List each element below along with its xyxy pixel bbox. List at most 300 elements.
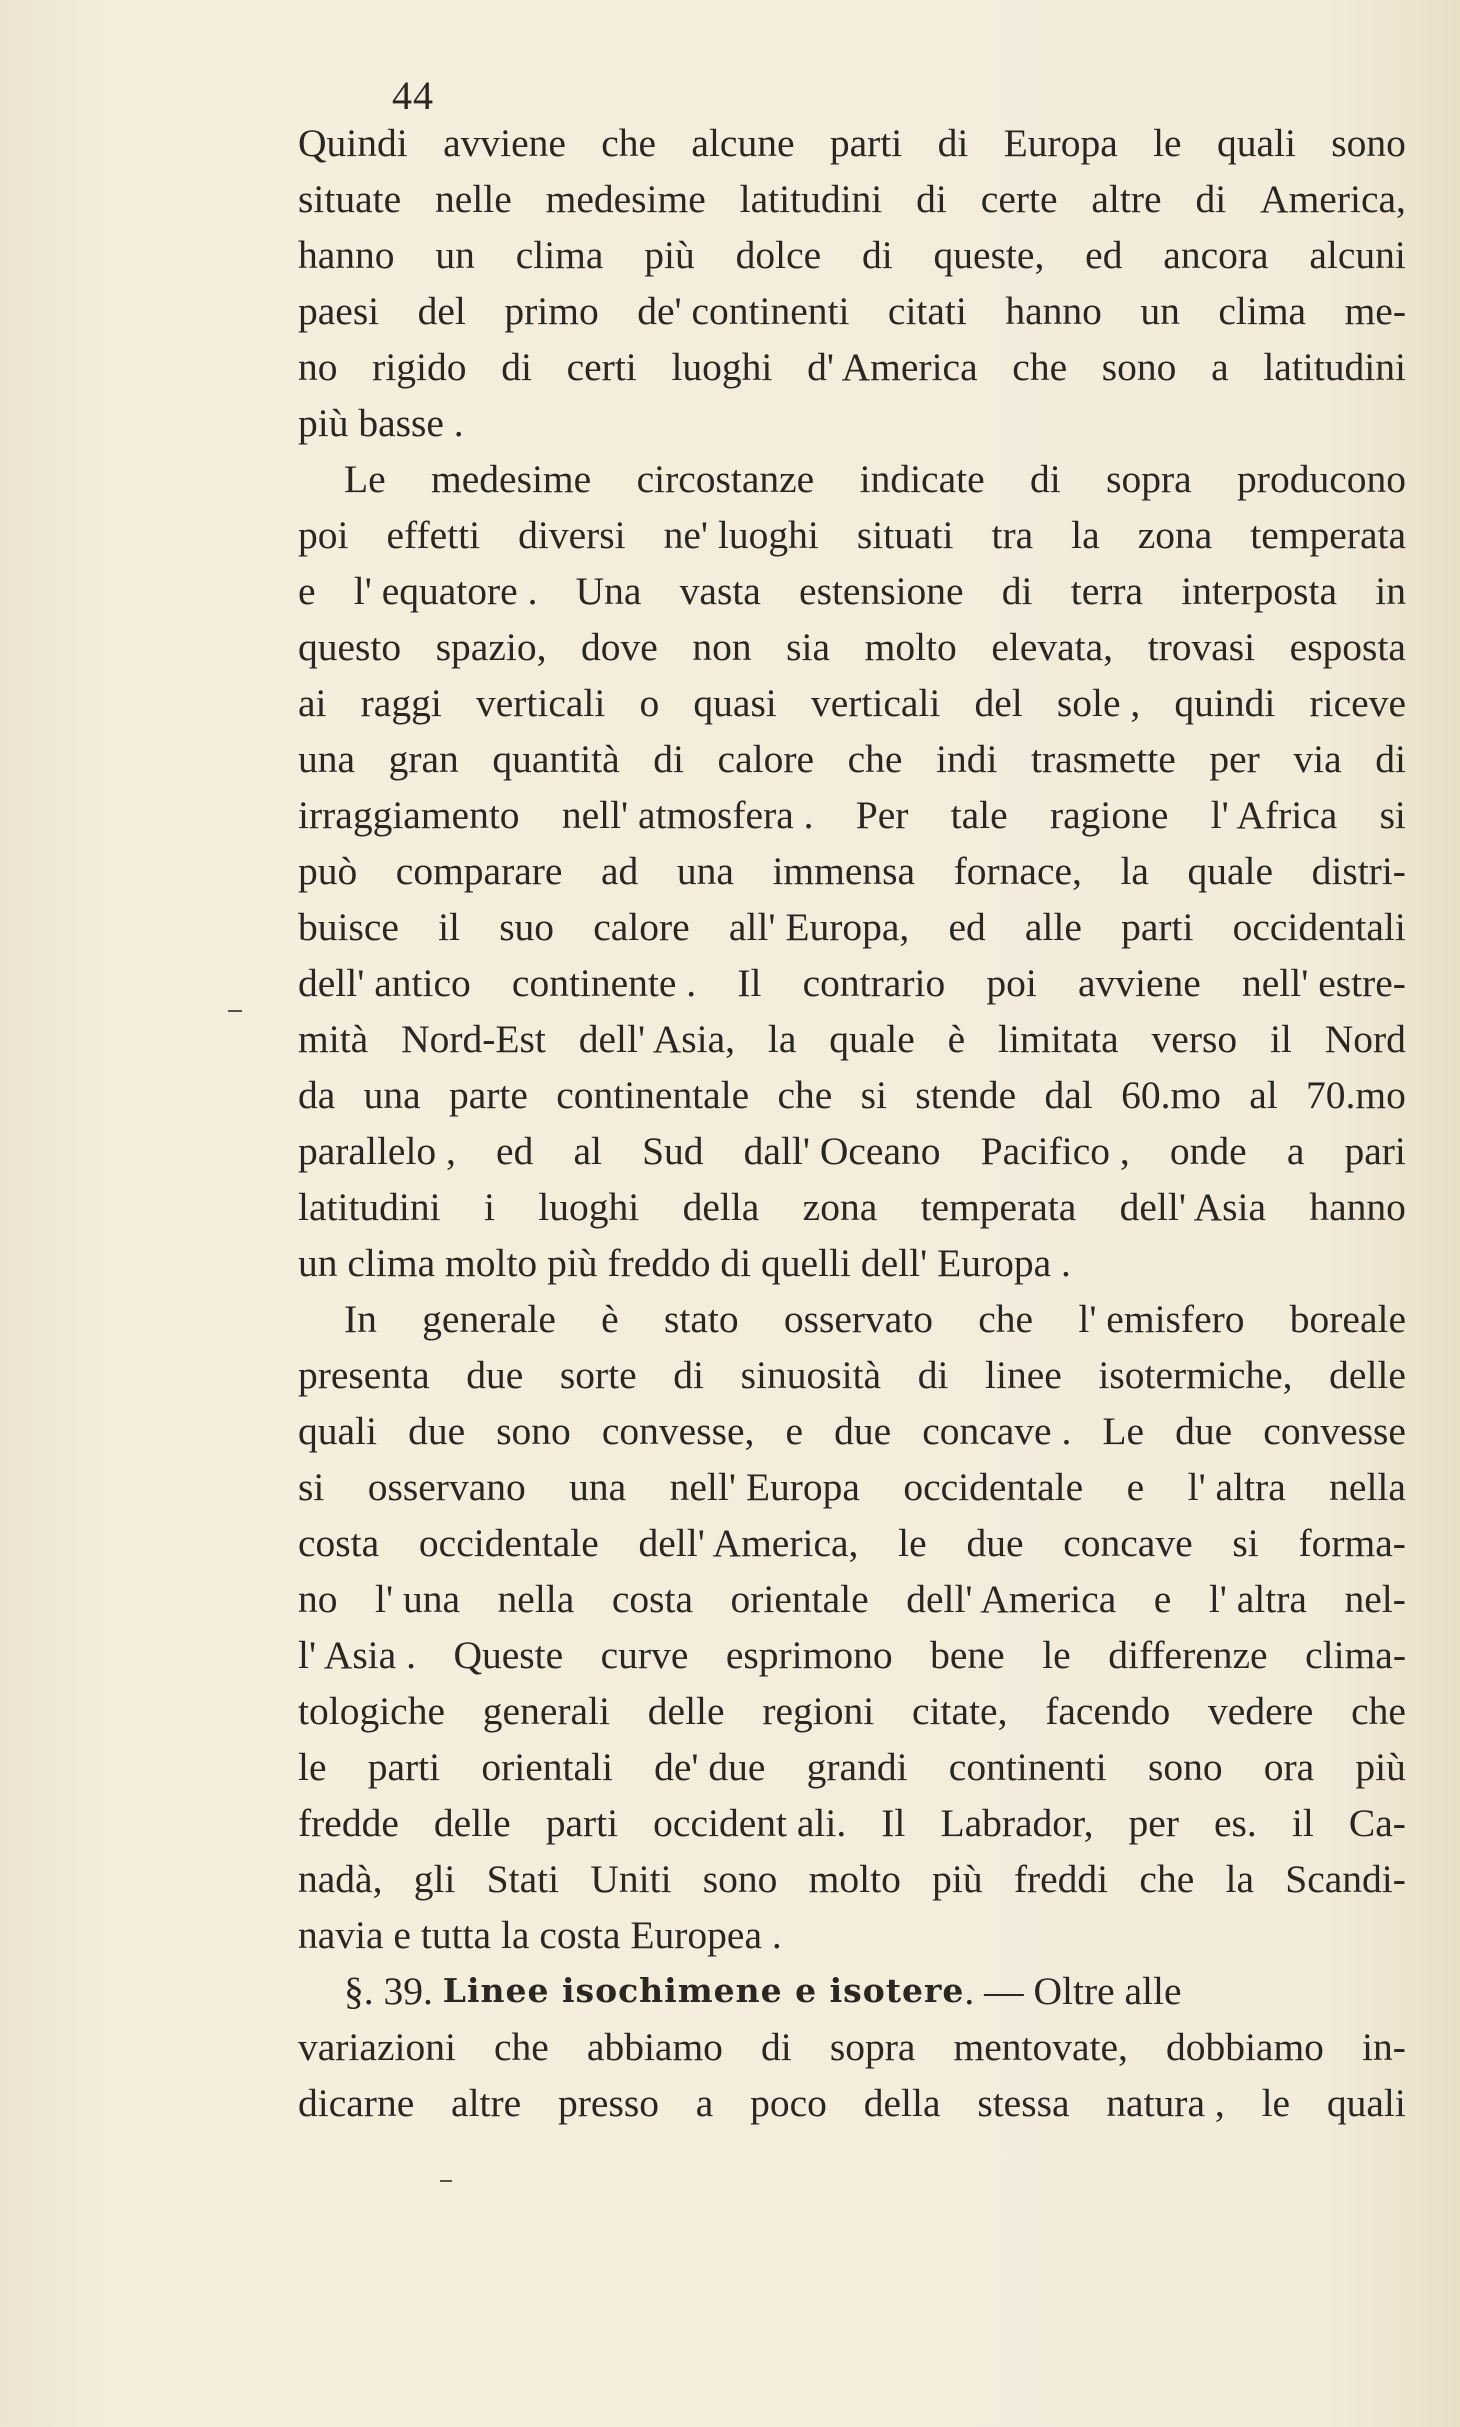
text-word: sia (786, 625, 831, 669)
text-word: di (501, 345, 532, 389)
text-line (298, 507, 1406, 563)
text-word: medesime (545, 177, 706, 221)
text-word: in- (1362, 2025, 1406, 2069)
text-word: stessa (977, 2081, 1070, 2125)
text-word: di (653, 737, 684, 781)
text-line (298, 1739, 1406, 1795)
text-word: dell' antico (298, 961, 471, 1005)
text-word: continentale (556, 1073, 750, 1117)
text-word: curve (600, 1633, 689, 1677)
text-word: una (676, 849, 734, 893)
text-word: sopra (829, 2025, 916, 2069)
text-word: la (1225, 1857, 1255, 1901)
text-word: nell' Europa (669, 1465, 860, 1509)
text-line (298, 787, 1406, 843)
text-word: in (1375, 569, 1406, 613)
text-word: che (978, 1297, 1034, 1341)
text-word: mità (298, 1017, 369, 1061)
text-line (298, 619, 1406, 675)
text-word: Scandi- (1285, 1857, 1406, 1901)
text-word: poco (750, 2081, 827, 2125)
text-line (298, 451, 1406, 507)
text-word: linee (985, 1353, 1062, 1397)
text-line (298, 1011, 1406, 1067)
text-word: nel- (1344, 1577, 1406, 1621)
text-word: sono (1147, 1745, 1223, 1789)
text-word: Stati (486, 1857, 560, 1901)
text-segment: §. 39. (344, 1969, 443, 2013)
text-word: America, (1260, 177, 1406, 221)
text-word: luoghi (671, 345, 773, 389)
text-line (298, 1571, 1406, 1627)
text-word: si (860, 1073, 887, 1117)
text-word: costa (298, 1521, 380, 1565)
text-word: e (785, 1409, 803, 1453)
text-word: gran (388, 737, 459, 781)
text-word: Europea . (630, 1913, 782, 1957)
text-word: che (1012, 345, 1068, 389)
text-word: spazio, (435, 625, 547, 669)
text-word: clima (347, 1241, 436, 1285)
text-line (298, 115, 1406, 171)
text-word: terra (1070, 569, 1144, 613)
text-word: parti (545, 1801, 619, 1845)
text-word: convesse (1263, 1409, 1406, 1453)
text-word: hanno (1309, 1185, 1406, 1229)
text-word: orientale (730, 1577, 869, 1621)
text-word: sono (1101, 345, 1177, 389)
text-word: ed (496, 1129, 534, 1173)
text-line (298, 1403, 1406, 1459)
text-word: irraggiamento (298, 793, 520, 837)
text-word: delle (433, 1801, 511, 1845)
text-word: non (692, 625, 752, 669)
text-word: sono (1331, 121, 1406, 165)
text-word: Queste (453, 1633, 564, 1677)
text-word: bene (930, 1633, 1005, 1677)
text-word: è (601, 1297, 619, 1341)
text-word: sinuosità (740, 1353, 882, 1397)
text-word: per (1128, 1801, 1179, 1845)
text-word: Il (881, 1801, 906, 1845)
text-word: temperata (1250, 513, 1406, 557)
text-word: quelli (761, 1241, 851, 1285)
text-word: ai (298, 681, 327, 725)
text-word: di (861, 233, 893, 277)
margin-mark (228, 1010, 242, 1012)
text-word: concave . (922, 1409, 1072, 1453)
text-word: convesse, (601, 1409, 755, 1453)
text-word: nell' estre- (1242, 961, 1406, 1005)
text-word: l' altra (1187, 1465, 1286, 1509)
text-word: due (466, 1353, 524, 1397)
text-word: riceve (1309, 681, 1406, 725)
text-word: l' Africa (1210, 793, 1338, 837)
text-line (298, 283, 1406, 339)
text-word: dove (581, 625, 658, 669)
text-word: si (1232, 1521, 1259, 1565)
text-word: quantità (492, 737, 620, 781)
text-word: questo (298, 625, 402, 669)
text-line (298, 395, 1406, 451)
text-word: trovasi (1147, 625, 1256, 669)
text-word: raggi (360, 681, 442, 725)
text-word: temperata (920, 1185, 1077, 1229)
text-word: che (601, 121, 657, 165)
text-word: isotermiche, (1098, 1353, 1293, 1397)
text-word: a (695, 2081, 714, 2125)
text-word: hanno (1005, 289, 1102, 333)
text-word: diversi (518, 513, 626, 557)
text-word: poi (986, 961, 1037, 1005)
text-word: fredde (298, 1801, 399, 1845)
text-word: ed (948, 905, 986, 949)
text-word: situate (298, 177, 402, 221)
text-word: parte (448, 1073, 528, 1117)
text-line (298, 1851, 1406, 1907)
text-word: che (1139, 1857, 1195, 1901)
text-word: più (932, 1857, 983, 1901)
text-word: sono (496, 1409, 571, 1453)
text-word: Il (737, 961, 762, 1005)
text-word: del (417, 289, 466, 333)
text-word: l' una (375, 1577, 461, 1621)
text-line (298, 731, 1406, 787)
text-word: onde (1169, 1129, 1247, 1173)
text-word: le (1042, 1633, 1071, 1677)
text-word: generali (482, 1689, 610, 1733)
text-word: la (1120, 849, 1149, 893)
text-word: immensa (772, 849, 916, 893)
text-word: di (1375, 737, 1406, 781)
text-word: alle (1024, 905, 1082, 949)
text-word: la (767, 1017, 797, 1061)
text-word: più (644, 233, 695, 277)
text-word: di (1030, 457, 1061, 501)
text-word: quindi (1174, 681, 1276, 725)
text-word: parti (367, 1745, 441, 1789)
page-number: 44 (392, 73, 434, 118)
text-word: estensione (799, 569, 964, 613)
text-word: variazioni (298, 2025, 456, 2069)
text-word: 60.mo (1121, 1073, 1221, 1117)
text-word: calore (717, 737, 815, 781)
text-word: quale (1187, 849, 1274, 893)
text-word: avviene (443, 121, 566, 165)
text-word: ragione (1049, 793, 1169, 837)
text-word: parti (829, 121, 903, 165)
text-word: clima- (1305, 1633, 1406, 1677)
text-word: le (1261, 2081, 1291, 2125)
text-word: paesi (298, 289, 380, 333)
text-word: occidentale (903, 1465, 1084, 1509)
text-word: Nord-Est (401, 1017, 546, 1061)
text-word: molto (445, 1241, 538, 1285)
text-word: occidentali (1232, 905, 1406, 949)
text-word: suo (499, 905, 555, 949)
text-word: comparare (395, 849, 563, 893)
text-word: queste, (933, 233, 1045, 277)
text-word: Quindi (298, 121, 408, 165)
text-word: l' Asia . (298, 1633, 416, 1677)
text-word: quasi (693, 681, 777, 725)
text-word: del (974, 681, 1023, 725)
text-word: In (344, 1297, 377, 1341)
text-word: due (966, 1521, 1024, 1565)
text-word: e (393, 1913, 411, 1957)
text-line (298, 1515, 1406, 1571)
text-word: stato (663, 1297, 739, 1341)
text-word: certi (566, 345, 637, 389)
text-word: si (298, 1465, 325, 1509)
text-word: clima (1218, 289, 1307, 333)
text-word: dal (1044, 1073, 1093, 1117)
text-word: della (682, 1185, 760, 1229)
text-word: il (1269, 1017, 1292, 1061)
text-word: dell' America (906, 1577, 1117, 1621)
text-word: vasta (679, 569, 761, 613)
text-word: sole , (1056, 681, 1141, 725)
text-word: distri- (1311, 849, 1406, 893)
text-segment: . — Oltre alle (964, 1969, 1182, 2013)
text-word: più (1355, 1745, 1406, 1789)
text-word: esposta (1289, 625, 1406, 669)
text-word: continenti (948, 1745, 1107, 1789)
text-word: poi (298, 513, 349, 557)
text-line (298, 563, 1406, 619)
text-word: di (761, 2025, 792, 2069)
text-word: che (847, 737, 903, 781)
text-word: zona (802, 1185, 878, 1229)
text-word: zona (1137, 513, 1213, 557)
text-word: dell' America, (638, 1521, 859, 1565)
text-word: può (298, 849, 358, 893)
text-word: il (438, 905, 461, 949)
text-word: delle (1329, 1353, 1406, 1397)
text-word: facendo (1045, 1689, 1171, 1733)
text-line (298, 1067, 1406, 1123)
text-word: nella (1329, 1465, 1406, 1509)
text-word: a (1286, 1129, 1305, 1173)
text-word: e (298, 569, 316, 613)
text-word: di (720, 1241, 752, 1285)
text-word: quali (1326, 2081, 1406, 2125)
text-word: l' emisfero (1078, 1297, 1245, 1341)
text-word: presenta (298, 1353, 430, 1397)
text-word: le (898, 1521, 927, 1565)
text-line (298, 2019, 1406, 2075)
text-word: abbiamo (586, 2025, 723, 2069)
text-word: di (1001, 569, 1033, 613)
text-word: che (1351, 1689, 1406, 1733)
text-word: l' equatore . (353, 569, 538, 613)
text-line (298, 1123, 1406, 1179)
text-line (298, 1907, 1406, 1963)
text-word: di (673, 1353, 705, 1397)
text-word: i (483, 1185, 495, 1229)
text-word: esprimono (725, 1633, 893, 1677)
text-word: ne' luoghi (663, 513, 819, 557)
text-line (298, 899, 1406, 955)
text-word: hanno (298, 233, 395, 277)
text-word: fornace, (953, 849, 1082, 893)
text-word: costa (611, 1577, 693, 1621)
body-text (298, 115, 1406, 2131)
text-word: Ca- (1348, 1801, 1406, 1845)
text-word: limitata (998, 1017, 1119, 1061)
text-word: della (863, 2081, 941, 2125)
text-word: Europa (1003, 121, 1118, 165)
text-word: elevata, (991, 625, 1114, 669)
text-word: freddo (607, 1241, 711, 1285)
text-word: generale (422, 1297, 556, 1341)
text-line (298, 1347, 1406, 1403)
text-word: più basse . (298, 401, 464, 445)
text-word: verticali (475, 681, 606, 725)
text-line (298, 2075, 1406, 2131)
text-word: boreale (1289, 1297, 1406, 1341)
text-word: più (547, 1241, 598, 1285)
text-word: che (777, 1073, 833, 1117)
text-word: presso (558, 2081, 659, 2125)
text-word: regioni (762, 1689, 875, 1733)
text-word: di (937, 121, 969, 165)
text-line (298, 339, 1406, 395)
text-word: al (573, 1129, 602, 1173)
text-word: de' continenti (637, 289, 850, 333)
text-word: tale (950, 793, 1008, 837)
text-word: all' Europa, (728, 905, 910, 949)
text-word: due (834, 1409, 892, 1453)
text-word: freddi (1013, 1857, 1109, 1901)
text-word: Una (575, 569, 642, 613)
text-word: di (1195, 177, 1227, 221)
text-word: altre (1091, 177, 1162, 221)
text-word: sorte (559, 1353, 637, 1397)
text-word: Labrador, (940, 1801, 1094, 1845)
text-word: alcune (691, 121, 795, 165)
text-word: navia (298, 1913, 384, 1957)
text-word: interposta (1181, 569, 1338, 613)
text-word: verticali (810, 681, 941, 725)
text-word: nadà, (298, 1857, 383, 1901)
text-word: un (1140, 289, 1180, 333)
text-line (298, 1459, 1406, 1515)
text-word: la (1071, 513, 1100, 557)
text-word: vedere (1208, 1689, 1314, 1733)
text-word: quale (829, 1017, 915, 1061)
text-line (298, 1683, 1406, 1739)
text-word: dall' Oceano (743, 1129, 941, 1173)
text-word: ed (1085, 233, 1123, 277)
text-line (298, 171, 1406, 227)
text-word: una (569, 1465, 627, 1509)
text-word: per (1209, 737, 1260, 781)
text-word: di (916, 177, 947, 221)
text-word: tra (991, 513, 1034, 557)
text-word: un (435, 233, 475, 277)
text-word: producono (1237, 457, 1406, 501)
text-word: effetti (386, 513, 481, 557)
text-word: altre (451, 2081, 522, 2125)
text-word: due (408, 1409, 466, 1453)
section-heading: Linee isochimene e isotere (442, 1971, 965, 2010)
text-word: circostanze (636, 457, 815, 501)
text-word: de' due (654, 1745, 766, 1789)
text-word: forma- (1298, 1521, 1406, 1565)
text-line (298, 1291, 1406, 1347)
text-word: Sud (642, 1129, 704, 1173)
text-word: ancora (1163, 233, 1269, 277)
text-word: nella (497, 1577, 575, 1621)
text-word: di (917, 1353, 949, 1397)
text-line (298, 1235, 1406, 1291)
text-word: dobbiamo (1165, 2025, 1324, 2069)
text-word: molto (808, 1857, 901, 1901)
text-line (298, 1963, 1406, 2019)
text-word: quali (1216, 121, 1296, 165)
text-word: alcuni (1309, 233, 1406, 277)
text-word: d' America (807, 345, 978, 389)
text-word: clima (515, 233, 604, 277)
text-word: verso (1151, 1017, 1238, 1061)
text-word: Nord (1324, 1017, 1406, 1061)
text-word: situati (856, 513, 954, 557)
text-word: al (1249, 1073, 1278, 1117)
text-word: differenze (1108, 1633, 1268, 1677)
text-word: e (1153, 1577, 1172, 1621)
text-word: dell' Asia, (578, 1017, 736, 1061)
text-word: indicate (859, 457, 985, 501)
text-word: indi (936, 737, 998, 781)
text-line (298, 1179, 1406, 1235)
text-word: due (1175, 1409, 1233, 1453)
text-word: dolce (735, 233, 822, 277)
text-word: natura , (1106, 2081, 1225, 2125)
text-word: via (1293, 737, 1342, 781)
text-word: le (1153, 121, 1182, 165)
text-word: le (298, 1745, 327, 1789)
text-line (298, 1795, 1406, 1851)
text-line (298, 675, 1406, 731)
text-word: la (500, 1913, 530, 1957)
text-word: delle (647, 1689, 725, 1733)
text-word: latitudini (739, 177, 883, 221)
text-word: dicarne (298, 2081, 415, 2125)
text-word: quali (298, 1409, 377, 1453)
text-word: sono (702, 1857, 778, 1901)
text-word: osservano (367, 1465, 526, 1509)
text-word: ad (601, 849, 639, 893)
text-word: osservato (783, 1297, 934, 1341)
text-line (298, 227, 1406, 283)
text-word: citate, (912, 1689, 1008, 1733)
text-word: stende (915, 1073, 1017, 1117)
text-word: parti (1121, 905, 1194, 949)
text-word: il (1291, 1801, 1314, 1845)
text-word: medesime (431, 457, 592, 501)
text-word: o (639, 681, 660, 725)
text-word: è (947, 1017, 966, 1061)
text-word: orientali (481, 1745, 613, 1789)
text-word: tologiche (298, 1689, 445, 1733)
text-word: ora (1263, 1745, 1315, 1789)
text-word: dell' Asia (1119, 1185, 1267, 1229)
text-word: una (363, 1073, 421, 1117)
text-line (298, 1627, 1406, 1683)
text-word: citati (887, 289, 967, 333)
text-word: l' altra (1208, 1577, 1307, 1621)
